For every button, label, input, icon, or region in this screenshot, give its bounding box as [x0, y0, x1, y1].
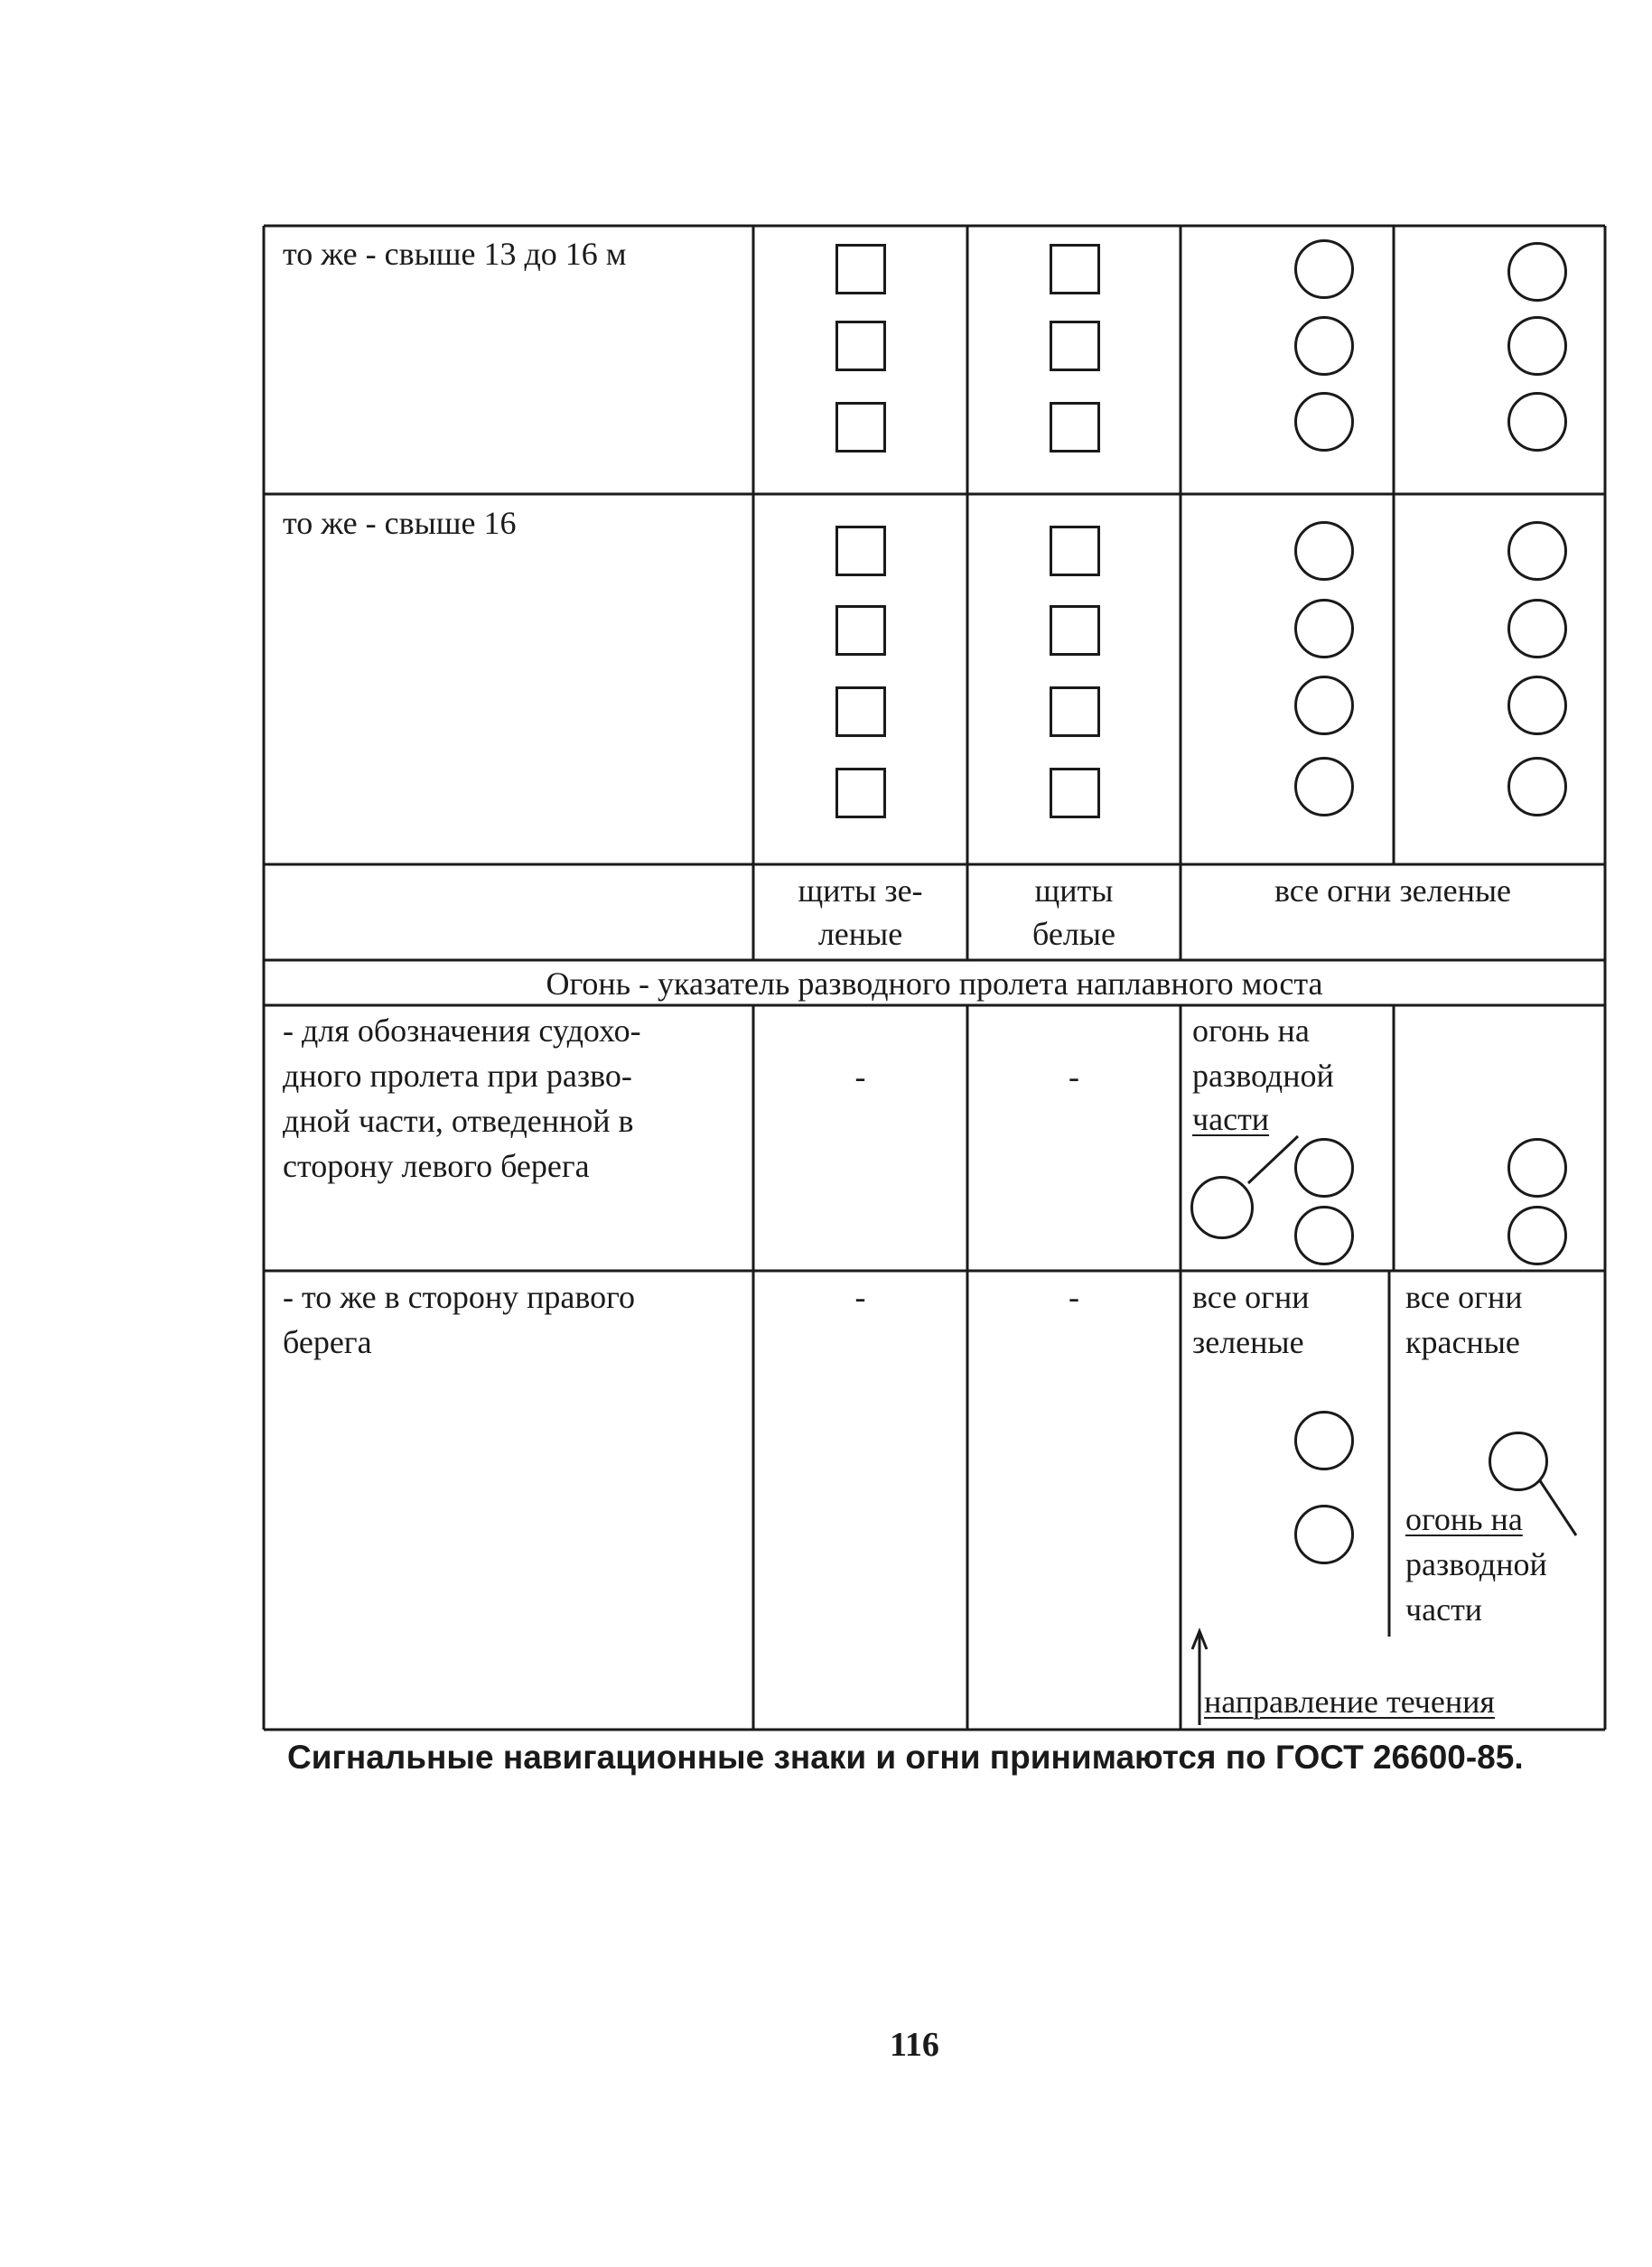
light-icon: [1507, 1138, 1567, 1198]
left-bank-white-dash: -: [1069, 1059, 1079, 1095]
green-light-icon: [1294, 316, 1354, 376]
draw-span-light-icon: [1489, 1432, 1548, 1491]
right-bank-note-line2: разводной: [1405, 1546, 1547, 1582]
left-bank-note-line1: огонь на: [1192, 1012, 1310, 1049]
right-bank-note-line1: огонь на: [1405, 1501, 1523, 1537]
right-bank-white-dash: -: [1069, 1279, 1079, 1315]
right-bank-label-line1: - то же в сторону правого: [283, 1279, 635, 1315]
left-bank-green-dash: -: [854, 1059, 866, 1095]
green-shield-icon: [835, 605, 886, 656]
legend-green-shields-line2: леные: [817, 916, 903, 952]
green-light-icon: [1294, 392, 1354, 452]
page-number: 116: [890, 2026, 939, 2064]
footnote: Сигнальные навигационные знаки и огни принимаются по ГОСТ 26600-85.: [287, 1739, 1524, 1776]
left-bank-note-line3: части: [1192, 1101, 1270, 1137]
row-label-13-16: то же - свыше 13 до 16 м: [283, 236, 627, 272]
green-light-icon: [1294, 1411, 1354, 1470]
green-light-icon: [1507, 392, 1567, 452]
white-shield-icon: [1050, 321, 1100, 371]
row-label-over-16: то же - свыше 16: [283, 505, 517, 541]
green-light-icon: [1294, 521, 1354, 581]
green-light-icon: [1294, 676, 1354, 735]
white-shield-icon: [1050, 605, 1100, 656]
light-icon: [1294, 1138, 1354, 1198]
right-bank-red-note-line1: все огни: [1405, 1279, 1523, 1315]
right-bank-green-note-line2: зеленые: [1192, 1324, 1304, 1360]
green-light-icon: [1507, 599, 1567, 658]
green-light-icon: [1294, 239, 1354, 299]
green-light-icon: [1294, 599, 1354, 658]
left-bank-label-line2: дного пролета при разво-: [283, 1058, 632, 1094]
white-shield-icon: [1050, 526, 1100, 576]
legend-white-shields-line1: щиты: [1034, 872, 1114, 909]
green-shield-icon: [835, 244, 886, 294]
white-shield-icon: [1050, 402, 1100, 452]
light-icon: [1294, 1206, 1354, 1265]
green-shield-icon: [835, 526, 886, 576]
green-light-icon: [1294, 757, 1354, 816]
green-light-icon: [1294, 1505, 1354, 1564]
left-bank-note-line2: разводной: [1192, 1058, 1334, 1094]
green-shield-icon: [835, 768, 886, 818]
right-bank-red-note-line2: красные: [1405, 1324, 1520, 1360]
light-icon: [1507, 1206, 1567, 1265]
white-shield-icon: [1050, 244, 1100, 294]
left-bank-label-line3: дной части, отведенной в: [283, 1103, 634, 1139]
green-light-icon: [1507, 316, 1567, 376]
left-bank-label-line1: - для обозначения судохо-: [283, 1012, 641, 1049]
green-shield-icon: [835, 321, 886, 371]
left-bank-label-line4: сторону левого берега: [283, 1148, 590, 1184]
green-light-icon: [1507, 676, 1567, 735]
legend-green-shields-line1: щиты зе-: [798, 872, 923, 909]
green-shield-icon: [835, 402, 886, 452]
white-shield-icon: [1050, 686, 1100, 737]
section-header: Огонь - указатель разводного пролета наплавного моста: [546, 966, 1323, 1002]
flow-direction-label: направление течения: [1204, 1684, 1495, 1720]
white-shield-icon: [1050, 768, 1100, 818]
right-bank-green-note-line1: все огни: [1192, 1279, 1310, 1315]
green-light-icon: [1507, 757, 1567, 816]
legend-white-shields-line2: белые: [1032, 916, 1115, 952]
green-light-icon: [1507, 242, 1567, 302]
right-bank-note-line3: части: [1405, 1591, 1483, 1628]
draw-span-light-icon: [1190, 1176, 1254, 1239]
green-light-icon: [1507, 521, 1567, 581]
legend-all-green-lights: все огни зеленые: [1274, 872, 1512, 909]
green-shield-icon: [835, 686, 886, 737]
right-bank-green-dash: -: [854, 1279, 866, 1315]
right-bank-label-line2: берега: [283, 1324, 372, 1360]
